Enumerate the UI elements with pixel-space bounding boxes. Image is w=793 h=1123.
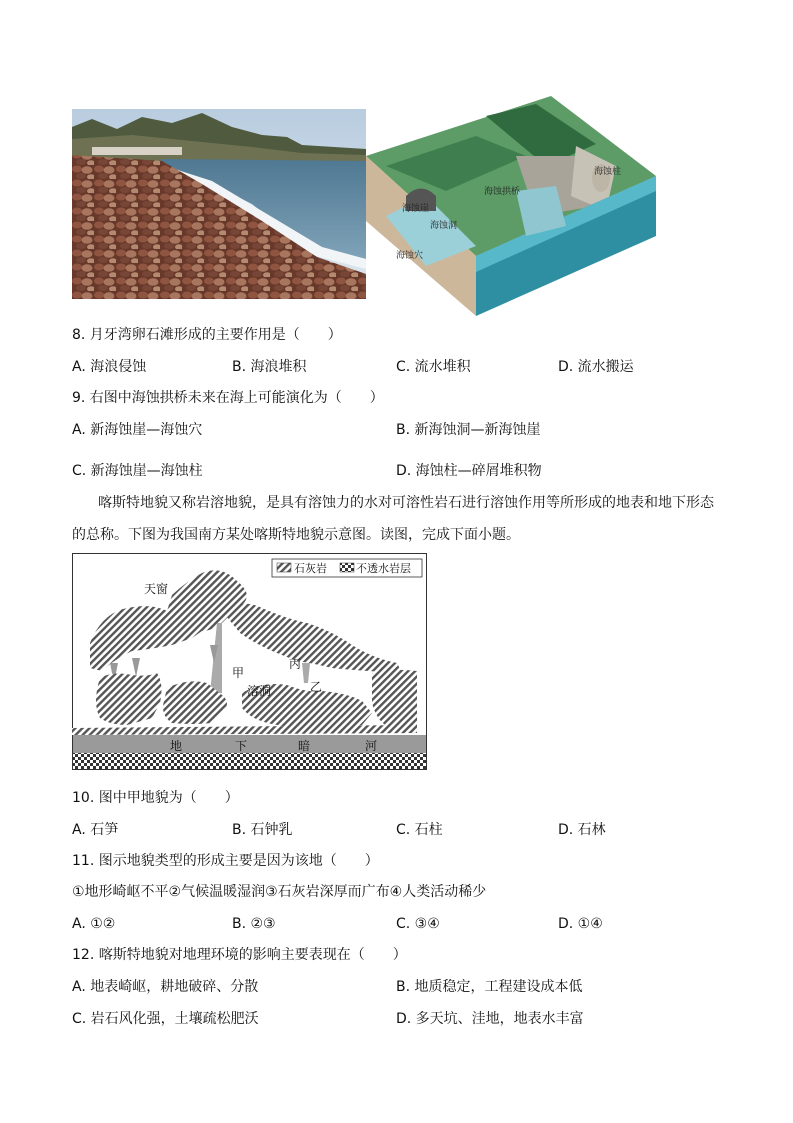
karst-intro-line-2: 的总称。下图为我国南方某处喀斯特地貌示意图。读图，完成下面小题。: [72, 527, 520, 543]
q8-option-b[interactable]: B. 海浪堆积: [232, 359, 307, 375]
q9-option-b[interactable]: B. 新海蚀洞—新海蚀崖: [396, 422, 541, 438]
river-char-1: 地: [170, 739, 183, 753]
q9-stem: 9. 右图中海蚀拱桥未来在海上可能演化为（ ）: [72, 390, 384, 406]
q9-option-a[interactable]: A. 新海蚀崖—海蚀穴: [72, 422, 203, 438]
sea-cave-label: 海蚀洞: [430, 221, 458, 231]
q11-option-c[interactable]: C. ③④: [396, 916, 440, 932]
q11-option-b[interactable]: B. ②③: [232, 916, 276, 932]
q12-option-a[interactable]: A. 地表崎岖，耕地破碎、分散: [72, 979, 259, 995]
q11-option-a[interactable]: A. ①②: [72, 916, 116, 932]
q12-option-c[interactable]: C. 岩石风化强，土壤疏松肥沃: [72, 1011, 259, 1027]
karst-diagram: [72, 553, 427, 770]
jia-label: 甲: [232, 666, 245, 680]
yi-label: 乙: [310, 680, 323, 694]
q10-option-c[interactable]: C. 石柱: [396, 822, 443, 838]
coastal-landform-block-diagram: [366, 96, 658, 316]
sea-notch-label: 海蚀穴: [396, 251, 424, 261]
pebble-beach-photo: [72, 109, 366, 299]
q8-option-c[interactable]: C. 流水堆积: [396, 359, 471, 375]
q9-option-c[interactable]: C. 新海蚀崖—海蚀柱: [72, 463, 203, 479]
sea-stack-label: 海蚀柱: [594, 167, 622, 177]
cave-label: 溶洞: [247, 684, 272, 698]
q11-conditions: ①地形崎岖不平②气候温暖湿润③石灰岩深厚而广布④人类活动稀少: [72, 884, 487, 900]
legend-limestone-swatch: [277, 563, 291, 572]
legend-impermeable-label: 不透水岩层: [356, 562, 411, 575]
karst-intro-line-1: 喀斯特地貌又称岩溶地貌，是具有溶蚀力的水对可溶性岩石进行溶蚀作用等所形成的地表和地下形态: [98, 495, 714, 511]
river-char-2: 下: [235, 739, 248, 753]
q11-stem: 11. 图示地貌类型的形成主要是因为该地（ ）: [72, 853, 379, 869]
legend-impermeable-swatch: [340, 563, 354, 572]
bing-label: 丙: [289, 657, 302, 671]
q8-option-a[interactable]: A. 海浪侵蚀: [72, 359, 147, 375]
q10-option-d[interactable]: D. 石林: [558, 822, 606, 838]
q12-option-b[interactable]: B. 地质稳定，工程建设成本低: [396, 979, 583, 995]
q8-option-d[interactable]: D. 流水搬运: [558, 359, 634, 375]
q8-stem: 8. 月牙湾卵石滩形成的主要作用是（ ）: [72, 327, 342, 343]
sea-cliff-label: 海蚀崖: [402, 204, 430, 214]
q11-option-d[interactable]: D. ①④: [558, 916, 603, 932]
q12-stem: 12. 喀斯特地貌对地理环境的影响主要表现在（ ）: [72, 947, 407, 963]
q10-option-b[interactable]: B. 石钟乳: [232, 822, 293, 838]
sea-arch-label: 海蚀拱桥: [484, 187, 521, 197]
q10-stem: 10. 图中甲地貌为（ ）: [72, 790, 239, 806]
skylight-label: 天窗: [144, 582, 169, 596]
q12-option-d[interactable]: D. 多天坑、洼地，地表水丰富: [396, 1011, 584, 1027]
q10-option-a[interactable]: A. 石笋: [72, 822, 119, 838]
river-char-3: 暗: [298, 739, 311, 753]
q9-option-d[interactable]: D. 海蚀柱—碎屑堆积物: [396, 463, 542, 479]
legend-limestone-label: 石灰岩: [294, 562, 327, 575]
river-char-4: 河: [365, 739, 378, 753]
